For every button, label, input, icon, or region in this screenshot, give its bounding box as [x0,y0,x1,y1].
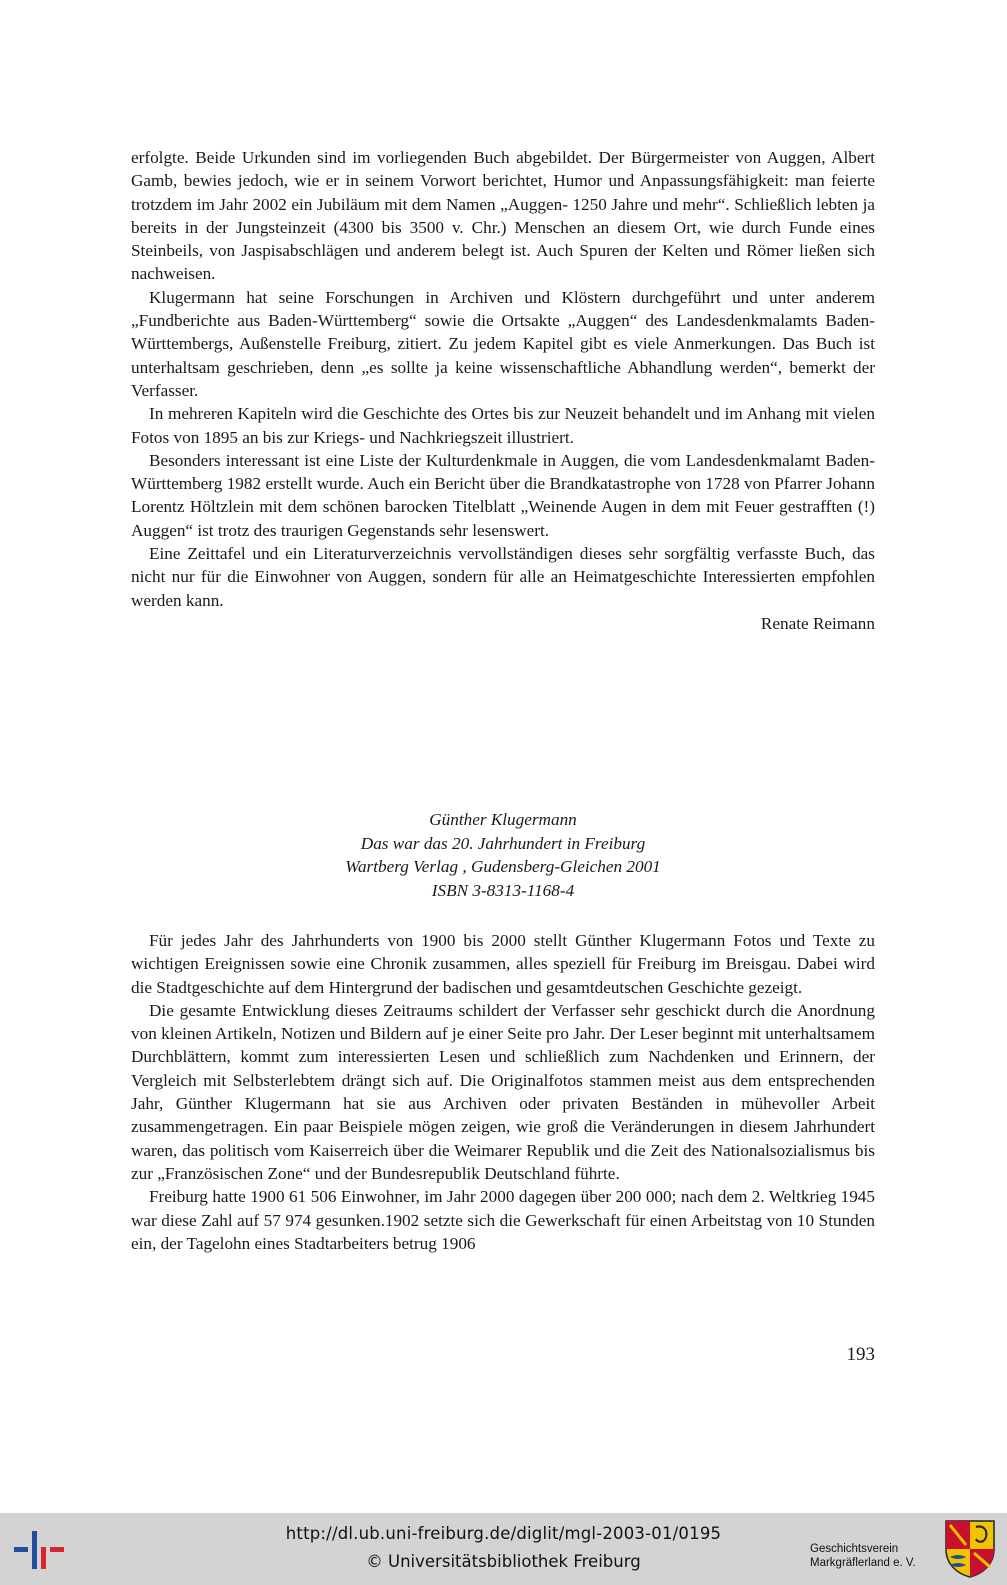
paragraph: Freiburg hatte 1900 61 506 Einwohner, im Jahr 2000 dagegen über 200 000; nach dem 2. Weltkrieg 1945 war diese Zahl auf 57 974 gesunken.1902 setzte sich die Gewerkschaft für einen Arbeitstag von 10 Stunden ein, der Tagelohn eines Stadtarbeiters betrug 1906 [131,1187,875,1253]
previous-review-text [131,146,875,635]
reviewer-signature: Renate Reimann [760,613,875,633]
book-author: Günther Klugermann [429,810,577,829]
society-name-line: Geschichtsverein [810,1543,899,1555]
review-text [131,929,875,1255]
book-title: Das war das 20. Jahrhundert in Freiburg [360,833,646,853]
paragraph: Besonders interessant ist eine Liste der Kulturdenkmale in Auggen, die vom Landesdenkmalamt Baden-Württemberg 1982 erstellt wurde. Auch ein Bericht über die Brandkatastrophe von 1728 von Pfarrer Johann Lorentz Höltzlein mit dem schönen barocken Titelblatt „Weinende Augen in dem mit Feuer gestrafften (!) Auggen“ ist trotz des traurigen Gegenstands sehr lesenswert. [131,450,875,540]
paragraph: Für jedes Jahr des Jahrhunderts von 1900 bis 2000 stellt Günther Klugermann Fotos und Texte zu wichtigen Ereignissen sowie eine Chronik zusammen, alles speziell für Freiburg im Breisgau. Dabei wird die Stadtgeschichte auf dem Hintergrund der badischen und gesamtdeutschen Geschichte gezeigt. [131,931,875,997]
book-reference [131,808,875,902]
society-name [810,1542,930,1570]
coat-of-arms-icon [944,1519,996,1579]
paragraph: Klugermann hat seine Forschungen in Archiven und Klöstern durchgeführt und unter anderem „Fundberichte aus Baden-Württemberg“ sowie die Ortsakte „Auggen“ des Landesdenkmalamts Baden-Württembergs, Außenstelle Freiburg, zitiert. Zu jedem Kapitel gibt es viele Anmerkungen. Das Buch ist unterhaltsam geschrieben, denn „es sollte ja keine wissenschaftliche Abhandlung werden“, bemerkt der Verfasser. [131,287,875,400]
copyright-notice: © Universitätsbibliothek Freiburg [366,1552,641,1571]
paragraph: Eine Zeittafel und ein Literaturverzeichnis vervollständigen dieses sehr sorgfältig verfasste Buch, das nicht nur für die Einwohner von Auggen, sondern für alle an Heimatgeschichte Interessierten empfohlen werden kann. [131,544,875,610]
page-number: 193 [846,1344,875,1365]
footer-bar [0,1513,1007,1585]
book-publisher: Wartberg Verlag , Gudensberg-Gleichen 2001 [345,857,661,877]
society-name-line: Markgräflerland e. V. [810,1557,916,1569]
paragraph: In mehreren Kapiteln wird die Geschichte des Ortes bis zur Neuzeit behandelt und im Anhang mit vielen Fotos von 1895 an bis zur Kriegs- und Nachkriegszeit illustriert. [131,404,875,447]
document-url-link[interactable]: http://dl.ub.uni-freiburg.de/diglit/mgl-2003-01/0195 [285,1524,722,1543]
paragraph: Die gesamte Entwicklung dieses Zeitraums schildert der Verfasser sehr geschickt durch die Anordnung von kleinen Artikeln, Notizen und Bildern auf je einer Seite pro Jahr. Der Leser beginnt mit unterhaltsamem Durchblättern, kommt zum interessierten Lesen und schließlich zum Nachdenken und Erinnern, der Vergleich mit Selbsterlebtem drängt sich auf. Die Originalfotos stammen meist aus dem entsprechenden Jahr, Günther Klugermann hat sie aus Archiven oder privaten Beständen in mühevoller Arbeit zusammengetragen. Ein paar Beispiele mögen zeigen, wie groß die Veränderungen in diesem Jahrhundert waren, das politisch vom Kaiserreich über die Weimarer Republik und die Zeit des Nationalsozialismus bis zur „Französischen Zone“ und der Bundesrepublik Deutschland führte. [131,1000,875,1183]
book-isbn: ISBN 3-8313-1168-4 [431,880,575,900]
paragraph: erfolgte. Beide Urkunden sind im vorliegenden Buch abgebildet. Der Bürgermeister von Auggen, Albert Gamb, bewies jedoch, wie er in seinem Vorwort berichtet, Humor und Anpassungsfähigkeit: man feierte trotzdem im Jahr 2002 ein Jubiläum mit dem Namen „Auggen- 1250 Jahre und mehr“. Schließlich lebten ja bereits in der Jungsteinzeit (4300 bis 3500 v. Chr.) Menschen an diesem Ort, wie durch Funde eines Steinbeils, von Jaspisabschlägen und anderem belegt ist. Auch Spuren der Kelten und Römer ließen sich nachweisen. [131,148,875,284]
